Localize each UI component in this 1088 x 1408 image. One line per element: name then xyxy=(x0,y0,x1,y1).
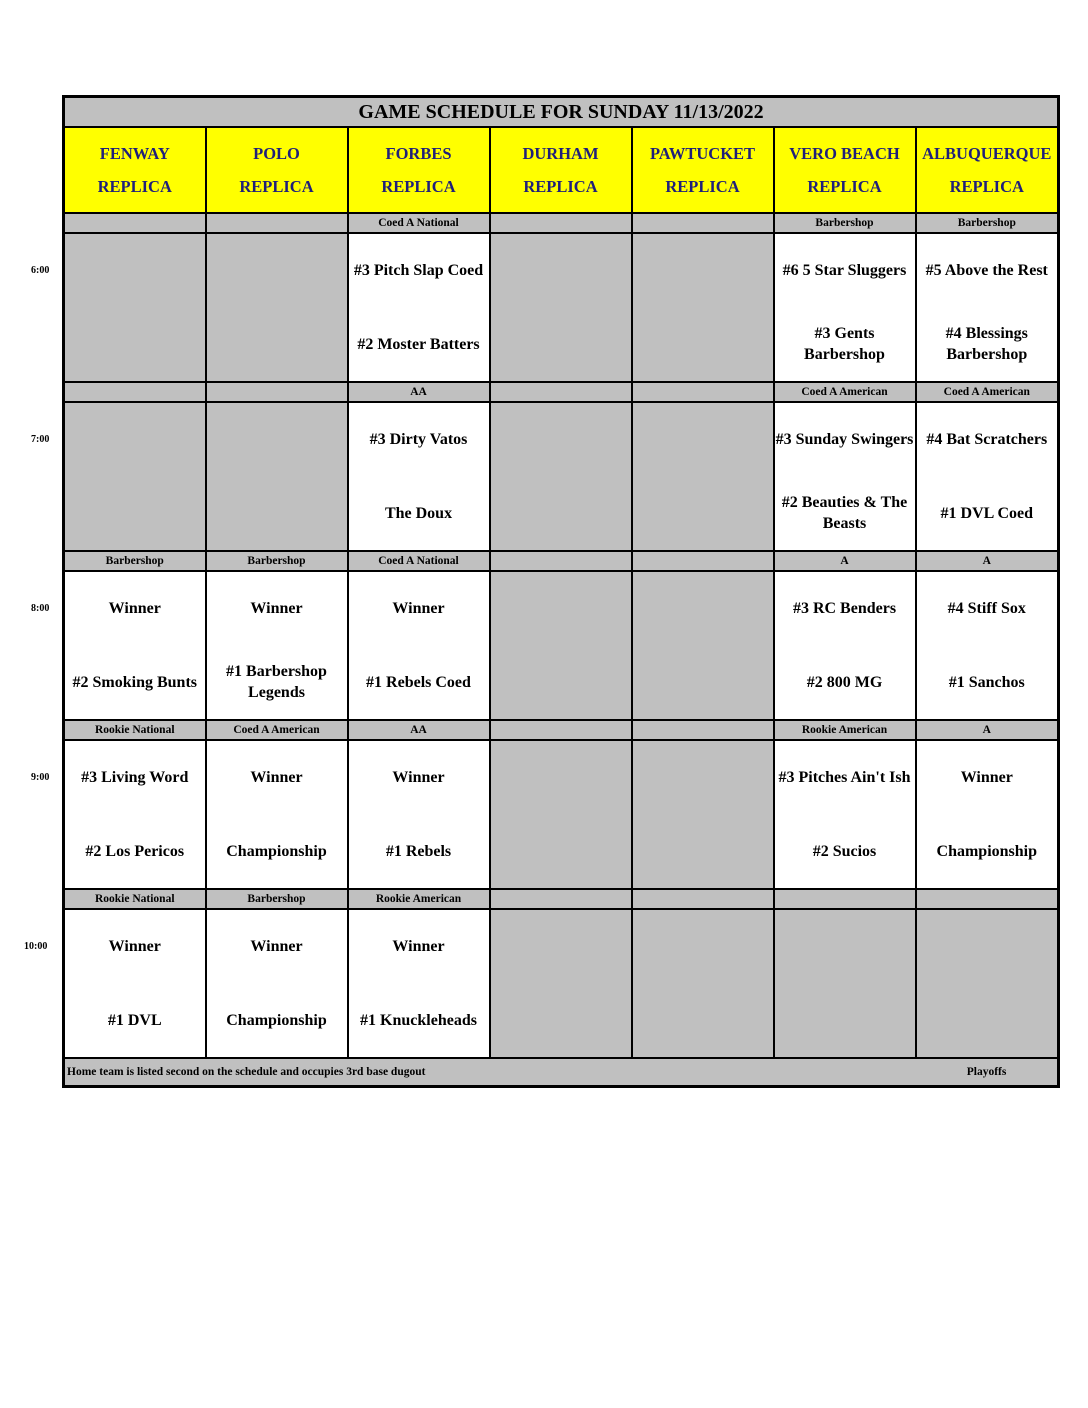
division-label: Barbershop xyxy=(206,551,348,571)
away-team: #3 Pitch Slap Coed xyxy=(353,262,484,280)
division-label: Rookie National xyxy=(64,720,206,740)
venue-name: FORBES xyxy=(385,144,452,163)
game-cell xyxy=(774,740,916,889)
division-row xyxy=(64,889,1059,909)
division-label: Rookie American xyxy=(774,720,916,740)
division-row xyxy=(64,720,1059,740)
away-team: Winner xyxy=(250,600,303,618)
home-team: Championship xyxy=(226,1011,327,1029)
playoffs-label: Playoffs xyxy=(966,1066,1007,1078)
empty-game-cell xyxy=(490,571,632,720)
venue-name: ALBUQUERQUE xyxy=(922,144,1052,163)
division-label: Coed A American xyxy=(206,720,348,740)
game-row xyxy=(64,909,1059,1058)
empty-game-cell xyxy=(632,571,774,720)
division-row xyxy=(64,213,1059,233)
division-label xyxy=(916,889,1059,909)
division-label xyxy=(206,382,348,402)
time-label: 8:00 xyxy=(31,603,50,614)
empty-game-cell xyxy=(490,909,632,1058)
division-label xyxy=(490,889,632,909)
empty-game-cell xyxy=(206,233,348,382)
game-cell xyxy=(774,402,916,551)
game-cell xyxy=(348,402,490,551)
division-label xyxy=(632,382,774,402)
empty-game-cell xyxy=(64,233,206,382)
home-team: #2 Los Pericos xyxy=(85,842,185,860)
away-team: #3 Pitches Ain't Ish xyxy=(778,769,911,787)
division-label xyxy=(206,213,348,233)
venue-name: VERO BEACH xyxy=(789,144,900,163)
away-team: Winner xyxy=(108,938,161,956)
venue-header-vero-beach xyxy=(774,127,916,213)
game-cell xyxy=(64,909,206,1058)
venue-name: DURHAM xyxy=(522,144,599,163)
division-label xyxy=(632,551,774,571)
home-team-note: Home team is listed second on the schedule and occupies 3rd base dugout xyxy=(67,1066,426,1078)
away-team: #6 5 Star Sluggers xyxy=(782,262,907,280)
home-team: #1 Rebels Coed xyxy=(366,673,471,691)
venue-type: REPLICA xyxy=(949,177,1024,196)
time-label: 7:00 xyxy=(31,434,50,445)
home-team: #3 Gents Barbershop xyxy=(804,325,885,364)
division-label: A xyxy=(916,720,1059,740)
home-team: #4 Blessings Barbershop xyxy=(945,325,1028,364)
venue-type: REPLICA xyxy=(381,177,456,196)
division-label: Coed A American xyxy=(916,382,1059,402)
time-column xyxy=(0,0,62,1408)
empty-game-cell xyxy=(632,402,774,551)
home-team: #2 Beauties & The Beasts xyxy=(781,494,908,533)
game-cell xyxy=(64,740,206,889)
game-cell xyxy=(916,571,1059,720)
game-cell xyxy=(916,740,1059,889)
empty-game-cell xyxy=(916,909,1059,1058)
home-team: #1 Rebels xyxy=(385,842,452,860)
division-label: Rookie National xyxy=(64,889,206,909)
venue-type: REPLICA xyxy=(523,177,598,196)
footer-row xyxy=(64,1058,1059,1087)
venue-header-albuquerque xyxy=(916,127,1059,213)
away-team: #3 Dirty Vatos xyxy=(369,431,468,449)
empty-game-cell xyxy=(206,402,348,551)
home-team: #1 Sanchos xyxy=(948,673,1025,691)
division-label xyxy=(490,720,632,740)
division-label: AA xyxy=(348,382,490,402)
division-label xyxy=(632,720,774,740)
venue-header-fenway xyxy=(64,127,206,213)
division-label xyxy=(490,382,632,402)
home-team: #2 Moster Batters xyxy=(357,335,480,353)
empty-game-cell xyxy=(490,402,632,551)
division-label: Coed A National xyxy=(348,213,490,233)
venue-name: FENWAY xyxy=(99,144,170,163)
venue-type: REPLICA xyxy=(807,177,882,196)
time-label: 9:00 xyxy=(31,772,50,783)
empty-game-cell xyxy=(632,740,774,889)
home-team: #1 DVL Coed xyxy=(940,504,1033,522)
venue-header-pawtucket xyxy=(632,127,774,213)
venue-name: POLO xyxy=(253,144,300,163)
empty-game-cell xyxy=(632,909,774,1058)
time-label: 10:00 xyxy=(24,941,48,952)
empty-game-cell xyxy=(490,740,632,889)
time-label: 6:00 xyxy=(31,265,50,276)
home-team: #2 Sucios xyxy=(812,842,877,860)
venue-header-row xyxy=(64,127,1059,213)
game-cell xyxy=(206,571,348,720)
game-row xyxy=(64,233,1059,382)
division-label xyxy=(490,213,632,233)
away-team: Winner xyxy=(392,600,445,618)
division-label: A xyxy=(916,551,1059,571)
venue-header-forbes xyxy=(348,127,490,213)
division-label: Barbershop xyxy=(206,889,348,909)
venue-name: PAWTUCKET xyxy=(649,144,756,163)
division-row xyxy=(64,382,1059,402)
game-cell xyxy=(206,909,348,1058)
away-team: Winner xyxy=(392,769,445,787)
empty-game-cell xyxy=(64,402,206,551)
game-schedule-table xyxy=(62,95,1060,1088)
division-label xyxy=(64,382,206,402)
away-team: Winner xyxy=(250,938,303,956)
game-cell xyxy=(348,233,490,382)
division-label: A xyxy=(774,551,916,571)
home-team: #1 Barbershop Legends xyxy=(226,663,327,702)
empty-game-cell xyxy=(490,233,632,382)
game-cell xyxy=(916,233,1059,382)
home-team: #1 Knuckleheads xyxy=(360,1011,477,1029)
game-row xyxy=(64,402,1059,551)
division-label: Coed A National xyxy=(348,551,490,571)
away-team: #3 Sunday Swingers xyxy=(775,431,914,449)
home-team: #2 Smoking Bunts xyxy=(72,673,197,691)
division-label: Barbershop xyxy=(64,551,206,571)
empty-game-cell xyxy=(632,233,774,382)
division-label xyxy=(632,213,774,233)
home-team: #1 DVL xyxy=(107,1011,162,1029)
venue-type: REPLICA xyxy=(97,177,172,196)
game-cell xyxy=(206,740,348,889)
away-team: Winner xyxy=(392,938,445,956)
game-row xyxy=(64,740,1059,889)
division-label: Barbershop xyxy=(774,213,916,233)
away-team: #4 Bat Scratchers xyxy=(926,431,1048,449)
venue-header-polo xyxy=(206,127,348,213)
home-team: #2 800 MG xyxy=(806,673,883,691)
away-team: #3 RC Benders xyxy=(792,600,897,618)
division-label xyxy=(64,213,206,233)
game-cell xyxy=(774,571,916,720)
division-label: AA xyxy=(348,720,490,740)
venue-type: REPLICA xyxy=(665,177,740,196)
title-row xyxy=(64,97,1059,128)
game-cell xyxy=(348,740,490,889)
home-team: Championship xyxy=(936,842,1038,860)
division-label: Barbershop xyxy=(916,213,1059,233)
footer-cell xyxy=(64,1058,1059,1087)
game-cell xyxy=(916,402,1059,551)
division-row xyxy=(64,551,1059,571)
away-team: #5 Above the Rest xyxy=(925,262,1048,280)
game-cell xyxy=(774,233,916,382)
empty-game-cell xyxy=(774,909,916,1058)
division-label xyxy=(490,551,632,571)
venue-type: REPLICA xyxy=(239,177,314,196)
game-cell xyxy=(348,571,490,720)
game-cell xyxy=(348,909,490,1058)
division-label: Rookie American xyxy=(348,889,490,909)
schedule-title: GAME SCHEDULE FOR SUNDAY 11/13/2022 xyxy=(64,97,1059,128)
away-team: #3 Living Word xyxy=(81,769,189,787)
division-label xyxy=(774,889,916,909)
away-team: Winner xyxy=(250,769,303,787)
division-label: Coed A American xyxy=(774,382,916,402)
home-team: The Doux xyxy=(384,504,453,522)
venue-header-durham xyxy=(490,127,632,213)
game-row xyxy=(64,571,1059,720)
division-label xyxy=(632,889,774,909)
away-team: #4 Stiff Sox xyxy=(947,600,1026,618)
away-team: Winner xyxy=(108,600,161,618)
away-team: Winner xyxy=(960,769,1013,787)
game-cell xyxy=(64,571,206,720)
home-team: Championship xyxy=(226,842,327,860)
